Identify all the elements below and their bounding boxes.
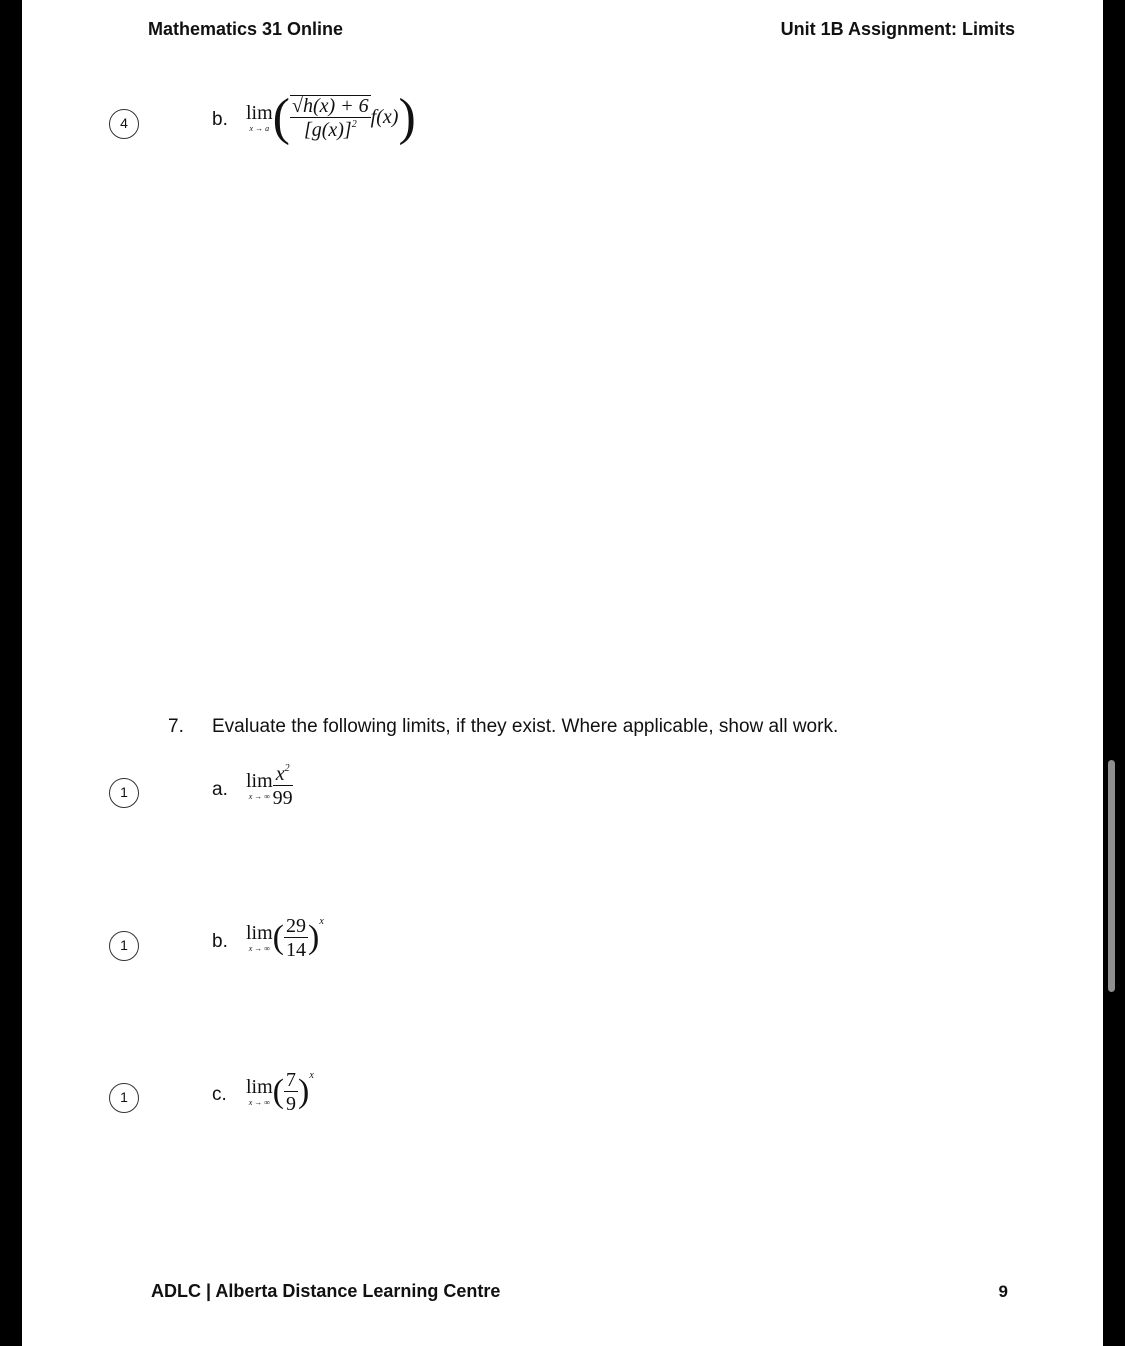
denominator: 14 (286, 939, 306, 961)
fraction (284, 916, 308, 960)
lim-subscript: x → ∞ (248, 792, 270, 801)
limit-expression-6b: lim x → a ( $\frac{√h(x) + 6}{[g(x)]^2}$ f(x)) (246, 89, 416, 146)
course-title: Mathematics 31 Online (148, 19, 344, 39)
lim-operator (246, 103, 273, 133)
part-label: a. (212, 779, 228, 800)
assignment-title: Unit 1B Assignment: Limits (780, 19, 1015, 39)
points-badge: 1 (109, 931, 139, 961)
part-label: c. (212, 1084, 227, 1105)
lim-operator (246, 771, 273, 801)
denominator: [g(x)] (303, 119, 352, 141)
lim-subscript: x → a (249, 123, 270, 133)
lim-subscript: x → ∞ (248, 944, 270, 953)
lim-text: lim (246, 922, 273, 944)
lim-operator (246, 923, 273, 953)
exponent: x (309, 1070, 314, 1081)
limit-expression-7c: lim x → ∞ ( $\frac{7}{9}$ )$^x$ (246, 1069, 314, 1115)
numerator: 29 (286, 915, 306, 937)
fraction (290, 95, 371, 140)
fraction (284, 1070, 298, 1114)
lim-subscript: x → ∞ (248, 1098, 270, 1107)
points-badge: 4 (109, 109, 139, 139)
factor: f(x) (370, 106, 399, 128)
question-text: Evaluate the following limits, if they exist. Where applicable, show all work. (212, 716, 839, 737)
denominator: 9 (286, 1093, 296, 1115)
lim-text: lim (246, 1076, 273, 1098)
numerator: x (275, 763, 285, 785)
numerator: 7 (286, 1069, 296, 1091)
limit-expression-7b: lim x → ∞ ( $\frac{29}{14}$ )$^x$ (246, 915, 324, 961)
lim-text: lim (246, 770, 273, 792)
exponent: x (319, 916, 324, 927)
part-label: b. (212, 931, 228, 952)
scrollbar-thumb[interactable] (1108, 760, 1115, 992)
lim-text: lim (246, 101, 273, 124)
document-page (22, 0, 1103, 1346)
part-label: b. (212, 109, 228, 130)
exponent: 2 (351, 119, 357, 130)
numerator: √h(x) + 6 (292, 95, 369, 117)
page-number: 9 (998, 1282, 1008, 1301)
scrollbar-track[interactable] (1103, 0, 1125, 1346)
fraction (273, 764, 293, 808)
exponent: 2 (284, 763, 290, 774)
lim-operator (246, 1077, 273, 1107)
points-badge: 1 (109, 778, 139, 808)
limit-expression-7a (246, 764, 293, 808)
points-badge: 1 (109, 1083, 139, 1113)
question-number: 7. (168, 716, 184, 737)
footer-organization: ADLC | Alberta Distance Learning Centre (151, 1281, 501, 1301)
denominator: 99 (272, 787, 293, 809)
